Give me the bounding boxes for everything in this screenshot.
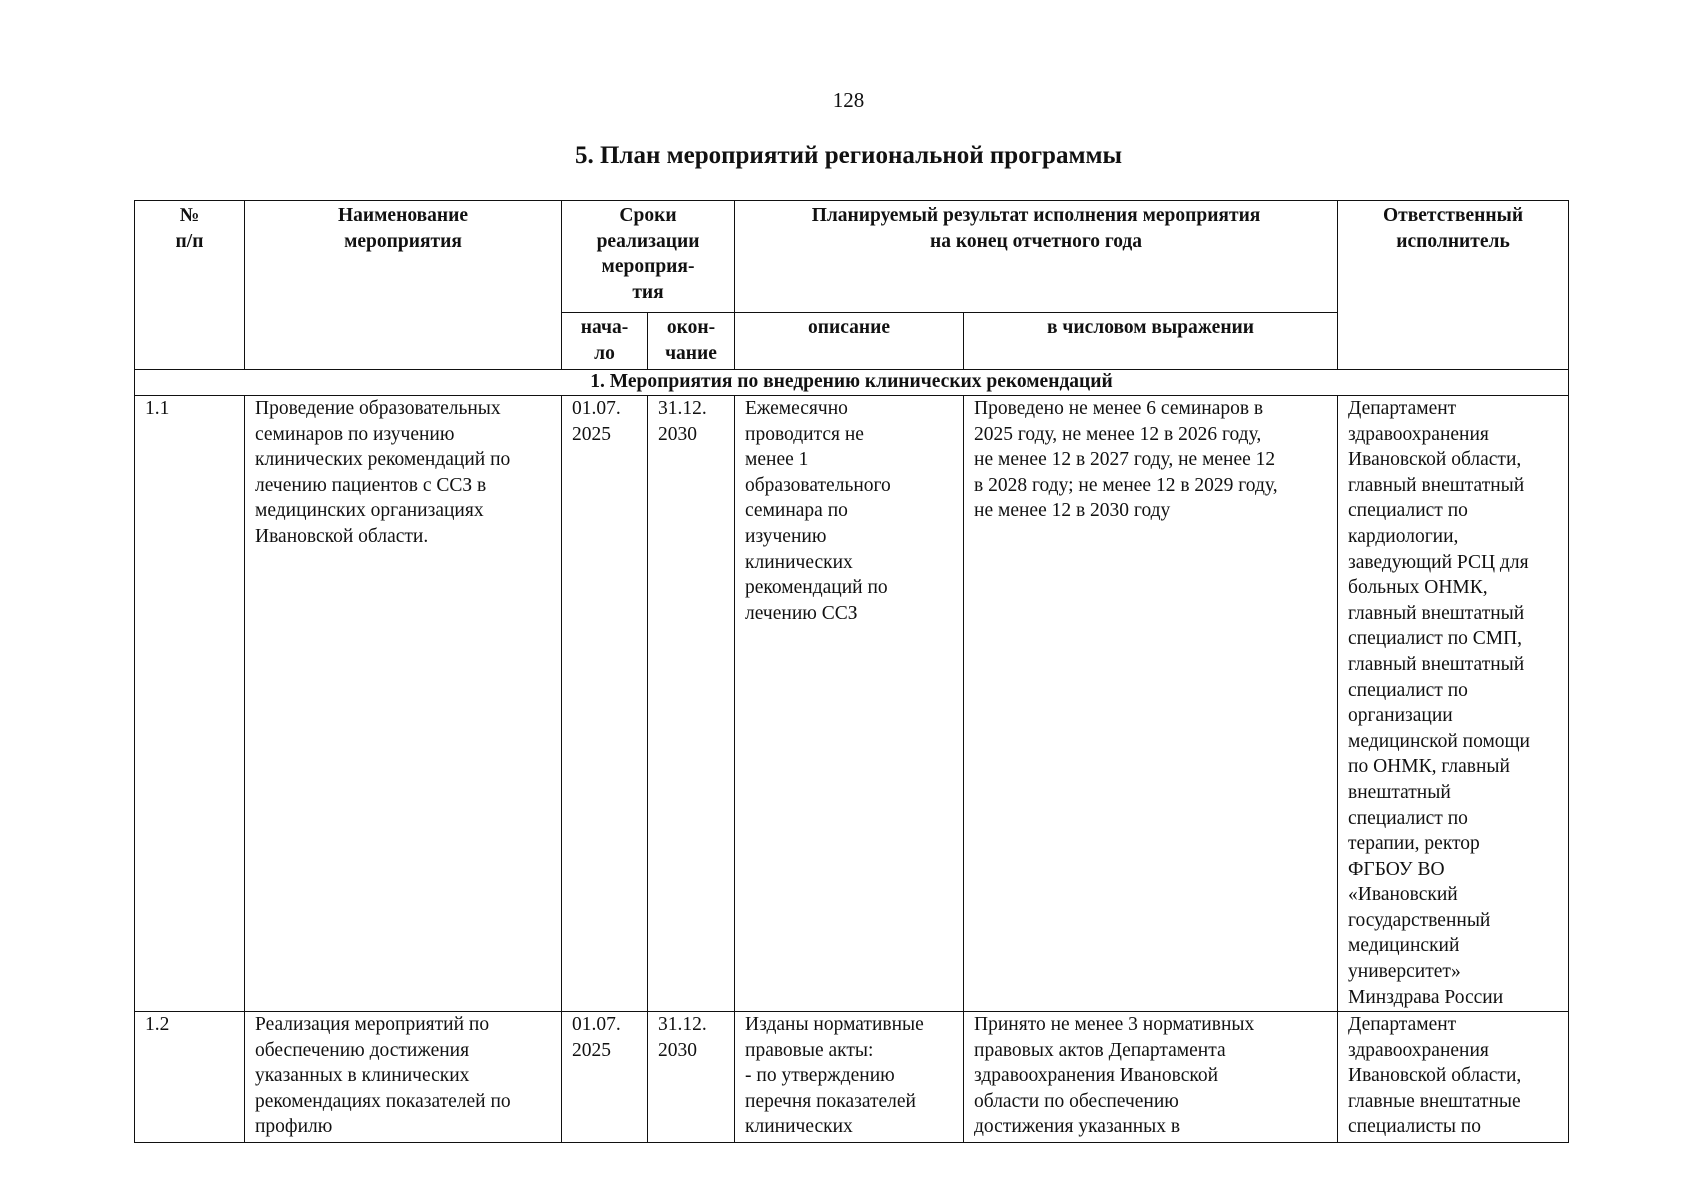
row-end: 31.12. 2030 (648, 1012, 735, 1143)
row-description: Изданы нормативные правовые акты: - по утверждению перечня показателей клинических (735, 1012, 964, 1143)
header-description: описание (735, 313, 964, 370)
row-numeric: Проведено не менее 6 семинаров в 2025 году, не менее 12 в 2026 году, не менее 12 в 2027 году, не менее 12 в 2028 году; не менее 12 в 2029 году, не менее 12 в 2030 году (964, 396, 1338, 1012)
row-start: 01.07. 2025 (562, 1012, 648, 1143)
row-num: 1.1 (135, 396, 245, 1012)
header-terms: Сроки реализации мероприя- тия (562, 201, 735, 313)
row-num: 1.2 (135, 1012, 245, 1143)
page-title: 5. План мероприятий региональной программы (574, 142, 1123, 169)
row-responsible: Департамент здравоохранения Ивановской области, главный внештатный специалист по кардиологии, заведующий РСЦ для больных ОНМК, главный внештатный специалист по СМП, главный внештатный специалист по организации медицинской помощи по ОНМК, главный внештатный специалист по терапии, ректор ФГБОУ ВО «Ивановский государственный медицинский университет» Минздрава России (1338, 396, 1569, 1012)
row-name: Проведение образовательных семинаров по изучению клинических рекомендаций по лечению пациентов с ССЗ в медицинских организациях Ивановской области. (245, 396, 562, 1012)
row-name: Реализация мероприятий по обеспечению достижения указанных в клинических рекомендациях показателей по профилю (245, 1012, 562, 1143)
header-numeric: в числовом выражении (964, 313, 1338, 370)
plan-table (134, 200, 1569, 1143)
section-title: 1. Мероприятия по внедрению клинических рекомендаций (135, 370, 1569, 396)
table-row (135, 396, 1569, 1012)
header-start: нача- ло (562, 313, 648, 370)
header-responsible: Ответственный исполнитель (1338, 201, 1569, 370)
table-row (135, 1012, 1569, 1143)
section-row (135, 370, 1569, 396)
row-end: 31.12. 2030 (648, 396, 735, 1012)
header-end: окон- чание (648, 313, 735, 370)
row-start: 01.07. 2025 (562, 396, 648, 1012)
row-description: Ежемесячно проводится не менее 1 образовательного семинара по изучению клинических рекомендаций по лечению ССЗ (735, 396, 964, 1012)
header-num: № п/п (135, 201, 245, 370)
table-header (135, 201, 1569, 370)
header-name: Наименование мероприятия (245, 201, 562, 370)
header-result: Планируемый результат исполнения мероприятия на конец отчетного года (735, 201, 1338, 313)
page-number: 128 (832, 88, 865, 112)
row-responsible: Департамент здравоохранения Ивановской области, главные внештатные специалисты по (1338, 1012, 1569, 1143)
row-numeric: Принято не менее 3 нормативных правовых актов Департамента здравоохранения Ивановской области по обеспечению достижения указанных в (964, 1012, 1338, 1143)
